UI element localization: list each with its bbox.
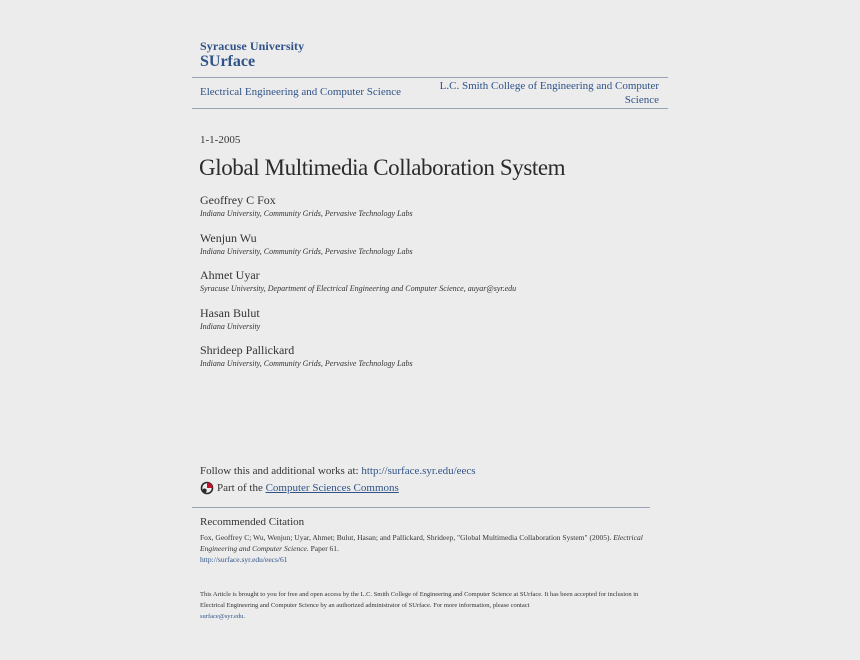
author-affiliation: Syracuse University, Department of Electrical Engineering and Computer Science, auyar@syr.edu [200, 284, 517, 293]
author-entry [200, 306, 516, 344]
author-entry [200, 268, 516, 306]
author-entry [200, 193, 516, 231]
college-link[interactable]: L.C. Smith College of Engineering and Computer Science [439, 80, 659, 106]
author-affiliation: Indiana University [200, 321, 261, 331]
author-name: Hasan Bulut [200, 305, 260, 320]
header-top-rule [192, 77, 668, 78]
access-notice [200, 589, 650, 622]
network-commons-icon [200, 481, 214, 495]
notice-text: This Article is brought to you for free and open access by the L.C. Smith College of Engineering and Computer Science at SUrface. It has been accepted for inclusion in Electrical Engineering and Computer Science by an authorized administrator of SUrface. For more information, please contact [200, 591, 639, 609]
publication-date: 1-1-2005 [200, 134, 241, 146]
university-name: Syracuse University [200, 39, 305, 53]
citation-heading: Recommended Citation [200, 516, 305, 528]
repository-name: SUrface [200, 53, 256, 70]
citation-url-link[interactable]: http://surface.syr.edu/eecs/61 [200, 555, 288, 564]
author-entry [200, 343, 516, 381]
author-name: Geoffrey C Fox [200, 193, 276, 207]
author-list [200, 193, 516, 381]
follow-label: Follow this and additional works at: [200, 465, 362, 477]
follow-url-link[interactable]: http://surface.syr.edu/eecs [361, 465, 476, 477]
author-entry [200, 231, 516, 269]
part-of-label: Part of the [217, 482, 263, 494]
citation-paper: Paper 61. [308, 544, 339, 553]
citation-text [200, 532, 650, 565]
citation-journal: Electrical Engineering and Computer Science. [200, 533, 643, 553]
header-bottom-rule [192, 108, 668, 109]
author-affiliation: Indiana University, Community Grids, Pervasive Technology Labs [200, 246, 413, 256]
author-affiliation: Indiana University, Community Grids, Pervasive Technology Labs [200, 209, 413, 218]
author-name: Ahmet Uyar [200, 268, 260, 282]
department-link[interactable]: Electrical Engineering and Computer Science [200, 86, 401, 98]
author-affiliation: Indiana University, Community Grids, Pervasive Technology Labs [200, 359, 413, 368]
citation-authors-title: Fox, Geoffrey C; Wu, Wenjun; Uyar, Ahmet; Bulut, Hasan; and Pallickard, Shrideep, "Global Multimedia Collaboration System" (2005). [200, 533, 612, 542]
notice-end: . [243, 613, 245, 620]
author-name: Shrideep Pallickard [200, 343, 295, 357]
part-of-line [200, 481, 399, 495]
citation-rule [192, 507, 650, 508]
page-title: Global Multimedia Collaboration System [199, 155, 566, 180]
computer-sciences-commons-link[interactable]: Computer Sciences Commons [265, 482, 399, 494]
contact-email-link[interactable]: surface@syr.edu [200, 613, 244, 620]
author-name: Wenjun Wu [200, 230, 257, 245]
surface-logo[interactable] [200, 39, 304, 71]
follow-line [200, 465, 476, 477]
